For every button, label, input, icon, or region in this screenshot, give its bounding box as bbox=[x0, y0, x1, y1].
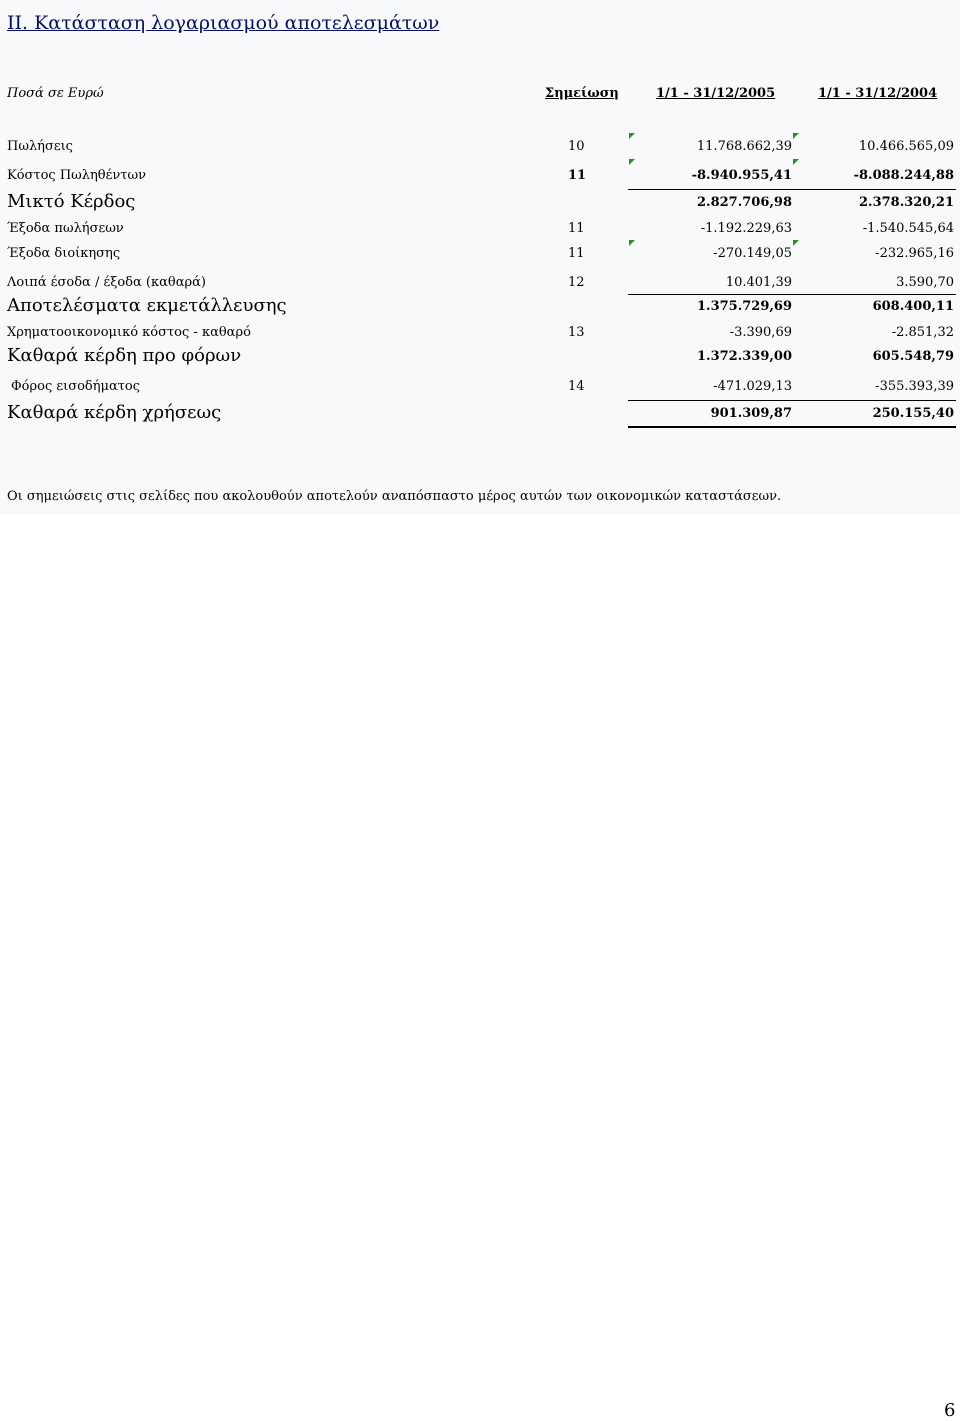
row-value-2004-profit-before-tax: 605.548,79 bbox=[872, 349, 954, 364]
period-2005-header: 1/1 - 31/12/2005 bbox=[656, 86, 776, 101]
row-label-net-finance-cost: Χρηματοοικονομικό κόστος - καθαρό bbox=[7, 325, 251, 340]
row-value-2005-administrative-expenses: -270.149,05 bbox=[713, 246, 792, 261]
subtotal-rule bbox=[628, 400, 956, 401]
comment-marker-icon bbox=[793, 240, 799, 246]
comment-marker-icon bbox=[793, 133, 799, 139]
page-number: 6 bbox=[944, 1400, 956, 1421]
row-note-income-tax: 14 bbox=[568, 379, 585, 394]
row-label-gross-profit: Μικτό Κέρδος bbox=[7, 191, 136, 212]
row-value-2005-other-income-expenses: 10.401,39 bbox=[725, 275, 792, 290]
subtotal-rule bbox=[628, 189, 956, 190]
row-value-2005-profit-before-tax: 1.372.339,00 bbox=[697, 349, 792, 364]
row-note-administrative-expenses: 11 bbox=[568, 246, 585, 261]
period-2004-header: 1/1 - 31/12/2004 bbox=[818, 86, 938, 101]
row-label-profit-before-tax: Καθαρά κέρδη προ φόρων bbox=[7, 345, 242, 366]
row-value-2004-net-finance-cost: -2.851,32 bbox=[891, 325, 954, 340]
row-value-2004-gross-profit: 2.378.320,21 bbox=[859, 195, 954, 210]
row-value-2004-income-tax: -355.393,39 bbox=[875, 379, 954, 394]
subtotal-rule bbox=[628, 294, 956, 295]
row-value-2005-gross-profit: 2.827.706,98 bbox=[697, 195, 792, 210]
comment-marker-icon bbox=[629, 133, 635, 139]
row-note-selling-expenses: 11 bbox=[568, 221, 585, 236]
row-label-other-income-expenses: Λοιπά έσοδα / έξοδα (καθαρά) bbox=[7, 275, 206, 290]
row-value-2004-other-income-expenses: 3.590,70 bbox=[896, 275, 954, 290]
row-value-2005-operating-results: 1.375.729,69 bbox=[697, 299, 792, 314]
row-value-2004-selling-expenses: -1.540.545,64 bbox=[862, 221, 954, 236]
income-statement-sheet bbox=[0, 0, 960, 515]
row-label-income-tax: Φόρος εισοδήματος bbox=[11, 379, 141, 394]
row-value-2004-net-profit: 250.155,40 bbox=[872, 406, 954, 421]
note-column-header: Σημείωση bbox=[545, 86, 619, 101]
row-label-sales: Πωλήσεις bbox=[7, 139, 73, 154]
row-value-2004-administrative-expenses: -232.965,16 bbox=[875, 246, 954, 261]
row-value-2005-selling-expenses: -1.192.229,63 bbox=[700, 221, 792, 236]
row-note-cost-of-sales: 11 bbox=[568, 168, 587, 183]
row-value-2004-operating-results: 608.400,11 bbox=[872, 299, 954, 314]
row-value-2005-cost-of-sales: -8.940.955,41 bbox=[691, 168, 792, 183]
total-rule bbox=[628, 426, 956, 428]
row-value-2004-cost-of-sales: -8.088.244,88 bbox=[853, 168, 954, 183]
footnote: Οι σημειώσεις στις σελίδες που ακολουθούν αποτελούν αναπόσπαστο μέρος αυτών των οικονομικών καταστάσεων. bbox=[7, 489, 782, 504]
row-label-cost-of-sales: Κόστος Πωληθέντων bbox=[7, 168, 146, 183]
row-value-2005-net-finance-cost: -3.390,69 bbox=[729, 325, 792, 340]
statement-title: II. Κατάσταση λογαριασμού αποτελεσμάτων bbox=[7, 12, 440, 34]
row-label-administrative-expenses: Έξοδα διοίκησης bbox=[7, 246, 121, 261]
row-value-2005-net-profit: 901.309,87 bbox=[710, 406, 792, 421]
comment-marker-icon bbox=[629, 159, 635, 165]
row-note-net-finance-cost: 13 bbox=[568, 325, 585, 340]
row-value-2005-income-tax: -471.029,13 bbox=[713, 379, 792, 394]
row-label-selling-expenses: Έξοδα πωλήσεων bbox=[7, 221, 124, 236]
row-value-2004-sales: 10.466.565,09 bbox=[858, 139, 954, 154]
row-note-sales: 10 bbox=[568, 139, 585, 154]
row-value-2005-sales: 11.768.662,39 bbox=[696, 139, 792, 154]
row-note-other-income-expenses: 12 bbox=[568, 275, 585, 290]
amounts-currency-label: Ποσά σε Ευρώ bbox=[7, 86, 104, 101]
comment-marker-icon bbox=[629, 240, 635, 246]
comment-marker-icon bbox=[793, 159, 799, 165]
row-label-net-profit: Καθαρά κέρδη χρήσεως bbox=[7, 402, 222, 423]
row-label-operating-results: Αποτελέσματα εκμετάλλευσης bbox=[7, 295, 287, 316]
